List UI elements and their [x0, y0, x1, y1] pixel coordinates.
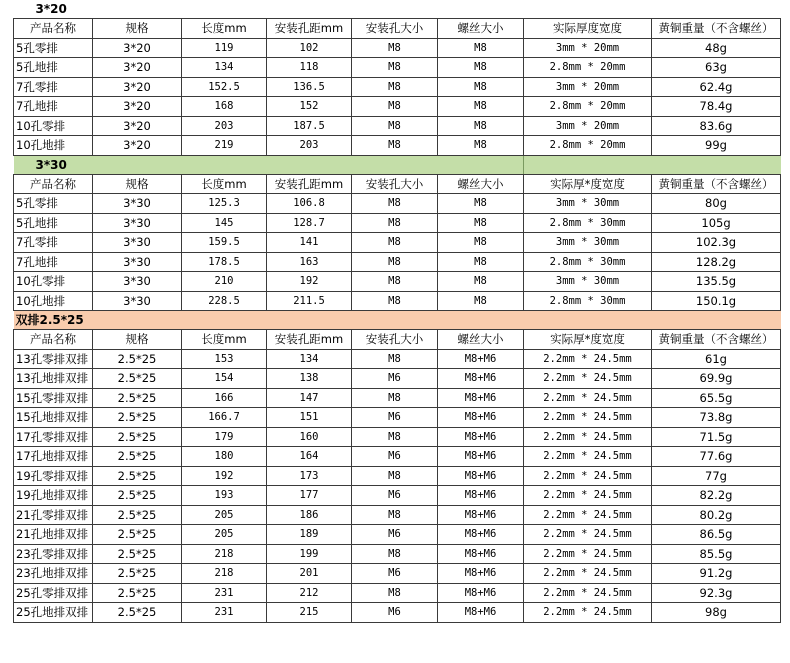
table-cell: 201 — [267, 564, 352, 584]
table-cell: M8+M6 — [438, 525, 524, 545]
table-cell: 17孔零排双排 — [14, 427, 93, 447]
table-cell: 128.2g — [652, 252, 781, 272]
table-cell: 164 — [267, 447, 352, 467]
column-header: 产品名称 — [14, 330, 93, 350]
column-header-row — [14, 19, 781, 39]
section-filler-cell — [524, 311, 652, 330]
table-cell: 2.5*25 — [93, 603, 182, 623]
table-row — [14, 252, 781, 272]
column-header: 安装孔距mm — [267, 19, 352, 39]
table-cell: 19孔地排双排 — [14, 486, 93, 506]
table-cell: 77.6g — [652, 447, 781, 467]
section-filler-cell — [267, 155, 352, 174]
table-cell: 187.5 — [267, 116, 352, 136]
table-cell: M8 — [438, 116, 524, 136]
table-cell: 7孔零排 — [14, 233, 93, 253]
table-cell: 218 — [182, 544, 267, 564]
table-cell: 92.3g — [652, 583, 781, 603]
table-cell: 23孔地排双排 — [14, 564, 93, 584]
table-cell: 199 — [267, 544, 352, 564]
table-body — [14, 0, 781, 622]
table-cell: 118 — [267, 58, 352, 78]
table-cell: 13孔零排双排 — [14, 349, 93, 369]
table-cell: 63g — [652, 58, 781, 78]
table-cell: 2.5*25 — [93, 427, 182, 447]
table-row — [14, 486, 781, 506]
table-cell: 2.2mm * 24.5mm — [524, 388, 652, 408]
table-cell: 62.4g — [652, 77, 781, 97]
table-cell: 3*30 — [93, 213, 182, 233]
table-cell: M8 — [352, 388, 438, 408]
table-cell: 3mm * 20mm — [524, 116, 652, 136]
column-header: 规格 — [93, 19, 182, 39]
table-cell: M6 — [352, 486, 438, 506]
table-row — [14, 272, 781, 292]
table-row — [14, 466, 781, 486]
table-cell: 99g — [652, 136, 781, 156]
table-cell: 3*30 — [93, 233, 182, 253]
table-cell: M8 — [352, 349, 438, 369]
table-cell: 98g — [652, 603, 781, 623]
table-cell: M8 — [438, 136, 524, 156]
table-cell: 154 — [182, 369, 267, 389]
table-cell: 215 — [267, 603, 352, 623]
table-cell: 179 — [182, 427, 267, 447]
table-cell: 3*20 — [93, 97, 182, 117]
section-filler-cell — [182, 155, 267, 174]
table-cell: M8+M6 — [438, 466, 524, 486]
table-cell: 218 — [182, 564, 267, 584]
table-cell: 168 — [182, 97, 267, 117]
section-header-row — [14, 311, 781, 330]
table-cell: 163 — [267, 252, 352, 272]
table-cell: 23孔零排双排 — [14, 544, 93, 564]
table-cell: 19孔零排双排 — [14, 466, 93, 486]
section-filler-cell — [182, 311, 267, 330]
column-header: 产品名称 — [14, 174, 93, 194]
table-cell: 7孔地排 — [14, 97, 93, 117]
table-cell: 141 — [267, 233, 352, 253]
table-cell: M8+M6 — [438, 408, 524, 428]
table-cell: 136.5 — [267, 77, 352, 97]
table-cell: 192 — [182, 466, 267, 486]
table-cell: 2.8mm * 20mm — [524, 136, 652, 156]
column-header-row — [14, 330, 781, 350]
table-cell: M8 — [352, 97, 438, 117]
table-cell: 2.2mm * 24.5mm — [524, 544, 652, 564]
table-cell: M8+M6 — [438, 388, 524, 408]
section-filler-cell — [438, 0, 524, 19]
table-cell: 3*20 — [93, 77, 182, 97]
table-cell: 2.8mm * 20mm — [524, 58, 652, 78]
table-cell: M8 — [438, 97, 524, 117]
table-cell: M8+M6 — [438, 583, 524, 603]
table-cell: 3*30 — [93, 272, 182, 292]
table-cell: 2.5*25 — [93, 447, 182, 467]
table-cell: 77g — [652, 466, 781, 486]
table-cell: M8+M6 — [438, 369, 524, 389]
table-cell: 231 — [182, 603, 267, 623]
table-cell: 10孔地排 — [14, 136, 93, 156]
column-header: 实际厚*度宽度 — [524, 330, 652, 350]
table-row — [14, 97, 781, 117]
section-filler-cell — [267, 311, 352, 330]
table-cell: 71.5g — [652, 427, 781, 447]
table-cell: 210 — [182, 272, 267, 292]
column-header: 长度mm — [182, 330, 267, 350]
column-header: 规格 — [93, 330, 182, 350]
table-cell: M8 — [438, 38, 524, 58]
table-cell: 10孔地排 — [14, 291, 93, 311]
table-cell: M8 — [352, 466, 438, 486]
table-cell: M8 — [352, 427, 438, 447]
table-cell: M8 — [352, 272, 438, 292]
table-cell: 65.5g — [652, 388, 781, 408]
section-filler-cell — [652, 311, 781, 330]
section-header-row — [14, 0, 781, 19]
table-cell: M8 — [352, 77, 438, 97]
table-cell: M8 — [352, 544, 438, 564]
table-row — [14, 525, 781, 545]
table-cell: M8 — [438, 194, 524, 214]
table-cell: 82.2g — [652, 486, 781, 506]
table-cell: 2.2mm * 24.5mm — [524, 564, 652, 584]
table-cell: 160 — [267, 427, 352, 447]
table-row — [14, 213, 781, 233]
table-cell: 219 — [182, 136, 267, 156]
table-cell: M8 — [352, 194, 438, 214]
column-header: 长度mm — [182, 19, 267, 39]
column-header: 黄铜重量（不含螺丝） — [652, 174, 781, 194]
section-header-row — [14, 155, 781, 174]
busbar-spec-table — [13, 0, 781, 623]
section-filler-cell — [93, 311, 182, 330]
table-cell: 83.6g — [652, 116, 781, 136]
table-cell: 186 — [267, 505, 352, 525]
table-cell: 2.2mm * 24.5mm — [524, 447, 652, 467]
table-cell: 3mm * 20mm — [524, 38, 652, 58]
section-title: 3*20 — [14, 0, 93, 19]
table-cell: 228.5 — [182, 291, 267, 311]
table-cell: 2.5*25 — [93, 388, 182, 408]
table-cell: M8 — [438, 213, 524, 233]
table-cell: 153 — [182, 349, 267, 369]
section-filler-cell — [267, 0, 352, 19]
table-row — [14, 544, 781, 564]
table-cell: 105g — [652, 213, 781, 233]
table-cell: 178.5 — [182, 252, 267, 272]
table-cell: 7孔地排 — [14, 252, 93, 272]
table-row — [14, 349, 781, 369]
section-filler-cell — [182, 0, 267, 19]
table-cell: 48g — [652, 38, 781, 58]
table-row — [14, 136, 781, 156]
table-cell: 193 — [182, 486, 267, 506]
table-cell: 166 — [182, 388, 267, 408]
table-cell: 3mm * 20mm — [524, 77, 652, 97]
section-filler-cell — [93, 155, 182, 174]
table-cell: M8+M6 — [438, 447, 524, 467]
table-cell: 180 — [182, 447, 267, 467]
table-cell: 17孔地排双排 — [14, 447, 93, 467]
column-header: 长度mm — [182, 174, 267, 194]
table-cell: 85.5g — [652, 544, 781, 564]
table-cell: 2.5*25 — [93, 349, 182, 369]
table-cell: 15孔地排双排 — [14, 408, 93, 428]
section-filler-cell — [652, 0, 781, 19]
table-cell: 2.2mm * 24.5mm — [524, 408, 652, 428]
table-cell: 80.2g — [652, 505, 781, 525]
table-cell: 5孔地排 — [14, 213, 93, 233]
table-row — [14, 369, 781, 389]
table-cell: M8+M6 — [438, 564, 524, 584]
table-cell: M8 — [352, 136, 438, 156]
table-cell: 205 — [182, 525, 267, 545]
column-header: 产品名称 — [14, 19, 93, 39]
section-filler-cell — [438, 311, 524, 330]
table-row — [14, 38, 781, 58]
table-cell: 2.5*25 — [93, 486, 182, 506]
table-row — [14, 58, 781, 78]
section-title: 3*30 — [14, 155, 93, 174]
table-cell: 189 — [267, 525, 352, 545]
table-cell: M8 — [438, 291, 524, 311]
table-row — [14, 233, 781, 253]
table-cell: 2.2mm * 24.5mm — [524, 486, 652, 506]
table-cell: 152 — [267, 97, 352, 117]
table-cell: M8 — [438, 77, 524, 97]
table-cell: 3*30 — [93, 194, 182, 214]
table-cell: 2.2mm * 24.5mm — [524, 427, 652, 447]
table-cell: M8 — [352, 583, 438, 603]
table-row — [14, 427, 781, 447]
table-cell: 5孔零排 — [14, 194, 93, 214]
table-cell: 203 — [267, 136, 352, 156]
table-cell: M8+M6 — [438, 427, 524, 447]
section-filler-cell — [524, 0, 652, 19]
table-row — [14, 116, 781, 136]
table-cell: 3mm * 30mm — [524, 233, 652, 253]
section-filler-cell — [93, 0, 182, 19]
table-cell: 173 — [267, 466, 352, 486]
column-header: 安装孔大小 — [352, 19, 438, 39]
table-cell: M8 — [438, 252, 524, 272]
table-cell: M8+M6 — [438, 505, 524, 525]
table-cell: M6 — [352, 603, 438, 623]
table-cell: M8 — [352, 505, 438, 525]
table-cell: 2.2mm * 24.5mm — [524, 583, 652, 603]
table-cell: M6 — [352, 408, 438, 428]
table-cell: 5孔零排 — [14, 38, 93, 58]
table-cell: 2.8mm * 30mm — [524, 213, 652, 233]
table-cell: 5孔地排 — [14, 58, 93, 78]
table-row — [14, 77, 781, 97]
table-cell: M8 — [352, 213, 438, 233]
table-cell: 2.5*25 — [93, 505, 182, 525]
table-cell: 125.3 — [182, 194, 267, 214]
table-cell: M8+M6 — [438, 486, 524, 506]
column-header: 规格 — [93, 174, 182, 194]
column-header: 实际厚度宽度 — [524, 19, 652, 39]
table-cell: 203 — [182, 116, 267, 136]
table-cell: 80g — [652, 194, 781, 214]
section-title: 双排2.5*25 — [14, 311, 93, 330]
table-cell: M8 — [352, 38, 438, 58]
column-header: 安装孔距mm — [267, 174, 352, 194]
table-cell: 2.8mm * 30mm — [524, 252, 652, 272]
table-cell: 106.8 — [267, 194, 352, 214]
table-cell: 2.2mm * 24.5mm — [524, 349, 652, 369]
table-cell: M8 — [438, 233, 524, 253]
table-cell: 21孔地排双排 — [14, 525, 93, 545]
table-cell: 159.5 — [182, 233, 267, 253]
column-header: 实际厚*度宽度 — [524, 174, 652, 194]
table-cell: 86.5g — [652, 525, 781, 545]
table-cell: 166.7 — [182, 408, 267, 428]
table-cell: M8 — [352, 58, 438, 78]
table-cell: 10孔零排 — [14, 116, 93, 136]
table-cell: 2.8mm * 20mm — [524, 97, 652, 117]
table-cell: 91.2g — [652, 564, 781, 584]
table-row — [14, 603, 781, 623]
table-row — [14, 408, 781, 428]
table-cell: M8 — [352, 233, 438, 253]
table-cell: 134 — [182, 58, 267, 78]
table-cell: 2.5*25 — [93, 583, 182, 603]
table-cell: 2.5*25 — [93, 466, 182, 486]
table-cell: 69.9g — [652, 369, 781, 389]
column-header: 螺丝大小 — [438, 19, 524, 39]
table-cell: 78.4g — [652, 97, 781, 117]
table-cell: 3*30 — [93, 291, 182, 311]
section-filler-cell — [352, 311, 438, 330]
column-header: 螺丝大小 — [438, 330, 524, 350]
table-cell: 10孔零排 — [14, 272, 93, 292]
table-cell: 25孔零排双排 — [14, 583, 93, 603]
table-cell: 2.2mm * 24.5mm — [524, 525, 652, 545]
table-cell: 192 — [267, 272, 352, 292]
table-cell: 212 — [267, 583, 352, 603]
table-cell: 177 — [267, 486, 352, 506]
table-cell: 138 — [267, 369, 352, 389]
table-cell: 2.2mm * 24.5mm — [524, 505, 652, 525]
table-cell: 21孔零排双排 — [14, 505, 93, 525]
table-cell: M8 — [352, 116, 438, 136]
table-cell: 15孔零排双排 — [14, 388, 93, 408]
table-cell: 2.8mm * 30mm — [524, 291, 652, 311]
table-row — [14, 564, 781, 584]
table-row — [14, 291, 781, 311]
table-cell: 61g — [652, 349, 781, 369]
table-cell: 2.5*25 — [93, 408, 182, 428]
table-cell: 205 — [182, 505, 267, 525]
table-cell: 152.5 — [182, 77, 267, 97]
table-cell: M8 — [438, 272, 524, 292]
section-filler-cell — [352, 155, 438, 174]
column-header: 安装孔距mm — [267, 330, 352, 350]
column-header: 安装孔大小 — [352, 174, 438, 194]
table-cell: 119 — [182, 38, 267, 58]
table-cell: 2.5*25 — [93, 544, 182, 564]
section-filler-cell — [524, 155, 652, 174]
table-cell: 2.2mm * 24.5mm — [524, 603, 652, 623]
table-row — [14, 583, 781, 603]
table-cell: M8+M6 — [438, 349, 524, 369]
table-row — [14, 447, 781, 467]
spec-sheet — [13, 0, 780, 623]
table-cell: 2.5*25 — [93, 564, 182, 584]
table-cell: M8 — [438, 58, 524, 78]
column-header-row — [14, 174, 781, 194]
table-cell: 147 — [267, 388, 352, 408]
table-cell: 151 — [267, 408, 352, 428]
table-cell: M6 — [352, 564, 438, 584]
table-cell: 7孔零排 — [14, 77, 93, 97]
section-filler-cell — [352, 0, 438, 19]
column-header: 螺丝大小 — [438, 174, 524, 194]
table-cell: 102.3g — [652, 233, 781, 253]
table-cell: 128.7 — [267, 213, 352, 233]
table-cell: 231 — [182, 583, 267, 603]
table-cell: 2.2mm * 24.5mm — [524, 466, 652, 486]
table-cell: 25孔地排双排 — [14, 603, 93, 623]
table-cell: 3mm * 30mm — [524, 272, 652, 292]
table-cell: 2.5*25 — [93, 525, 182, 545]
table-row — [14, 388, 781, 408]
section-filler-cell — [438, 155, 524, 174]
table-cell: 2.2mm * 24.5mm — [524, 369, 652, 389]
section-filler-cell — [652, 155, 781, 174]
table-cell: 135.5g — [652, 272, 781, 292]
table-cell: M8 — [352, 291, 438, 311]
table-cell: M6 — [352, 447, 438, 467]
table-cell: 3mm * 30mm — [524, 194, 652, 214]
table-cell: 3*20 — [93, 58, 182, 78]
table-cell: 145 — [182, 213, 267, 233]
table-cell: M8+M6 — [438, 603, 524, 623]
table-cell: M6 — [352, 369, 438, 389]
column-header: 黄铜重量（不含螺丝） — [652, 330, 781, 350]
column-header: 黄铜重量（不含螺丝） — [652, 19, 781, 39]
table-row — [14, 194, 781, 214]
table-cell: 134 — [267, 349, 352, 369]
table-cell: 150.1g — [652, 291, 781, 311]
column-header: 安装孔大小 — [352, 330, 438, 350]
table-cell: 211.5 — [267, 291, 352, 311]
table-cell: 73.8g — [652, 408, 781, 428]
table-cell: 3*30 — [93, 252, 182, 272]
table-cell: 13孔地排双排 — [14, 369, 93, 389]
table-cell: 3*20 — [93, 136, 182, 156]
table-cell: M6 — [352, 525, 438, 545]
table-cell: 3*20 — [93, 116, 182, 136]
table-cell: 3*20 — [93, 38, 182, 58]
table-row — [14, 505, 781, 525]
table-cell: M8+M6 — [438, 544, 524, 564]
table-cell: M8 — [352, 252, 438, 272]
table-cell: 102 — [267, 38, 352, 58]
table-cell: 2.5*25 — [93, 369, 182, 389]
